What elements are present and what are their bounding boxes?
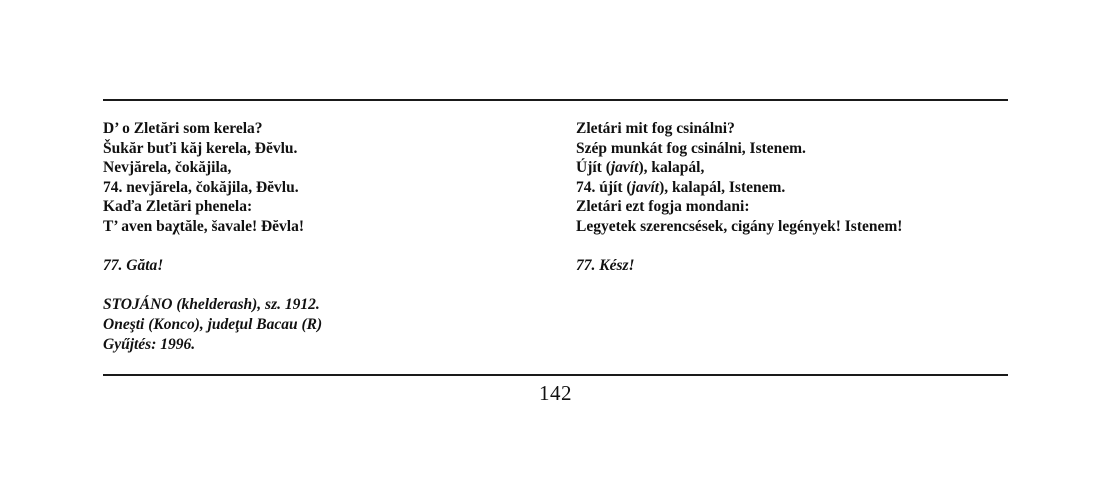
romani-verse-line: 74. nevjărela, čokăjila, Đĕvlu.: [103, 178, 299, 196]
romani-ending: 77. Găta!: [103, 257, 164, 275]
source-performer: STOJÁNO (khelderash), sz. 1912.: [103, 296, 320, 314]
gloss-italic: javít: [631, 178, 660, 196]
page-number: 142: [539, 381, 572, 405]
hungarian-ending: 77. Kész!: [576, 257, 635, 275]
hungarian-verse-line: Szép munkát fog csinálni, Istenem.: [576, 139, 806, 157]
source-location: Oneşti (Konco), judeţul Bacau (R): [103, 315, 323, 333]
hungarian-verse-line: Legyetek szerencsések, cigány legények! Istenem!: [576, 217, 903, 235]
romani-verse-line: Kaďa Zletări phenela:: [103, 198, 253, 216]
romani-verse-line: Šukăr buťi kăj kerela, Đĕvlu.: [103, 139, 298, 157]
gloss-italic: javít: [610, 159, 639, 177]
top-rule: [103, 99, 1008, 101]
bottom-rule: [103, 374, 1008, 376]
hungarian-verse-line: Újít (javít), kalapál,: [576, 159, 705, 177]
romani-verse-line: T’ aven baχtăle, šavale! Đĕvla!: [103, 217, 305, 235]
hungarian-verse-line: Zletári ezt fogja mondani:: [576, 198, 750, 216]
romani-column: [103, 119, 543, 354]
hungarian-verse-line: 74. újít (javít), kalapál, Istenem.: [576, 178, 786, 196]
romani-verse-line: D’ o Zletări som kerela?: [103, 120, 263, 137]
hungarian-column: [576, 119, 1008, 276]
hungarian-verse-line: Zletári mit fog csinálni?: [576, 120, 735, 137]
romani-verse-line: Nevjărela, čokăjila,: [103, 159, 232, 177]
source-collection-date: Gyűjtés: 1996.: [103, 335, 196, 353]
